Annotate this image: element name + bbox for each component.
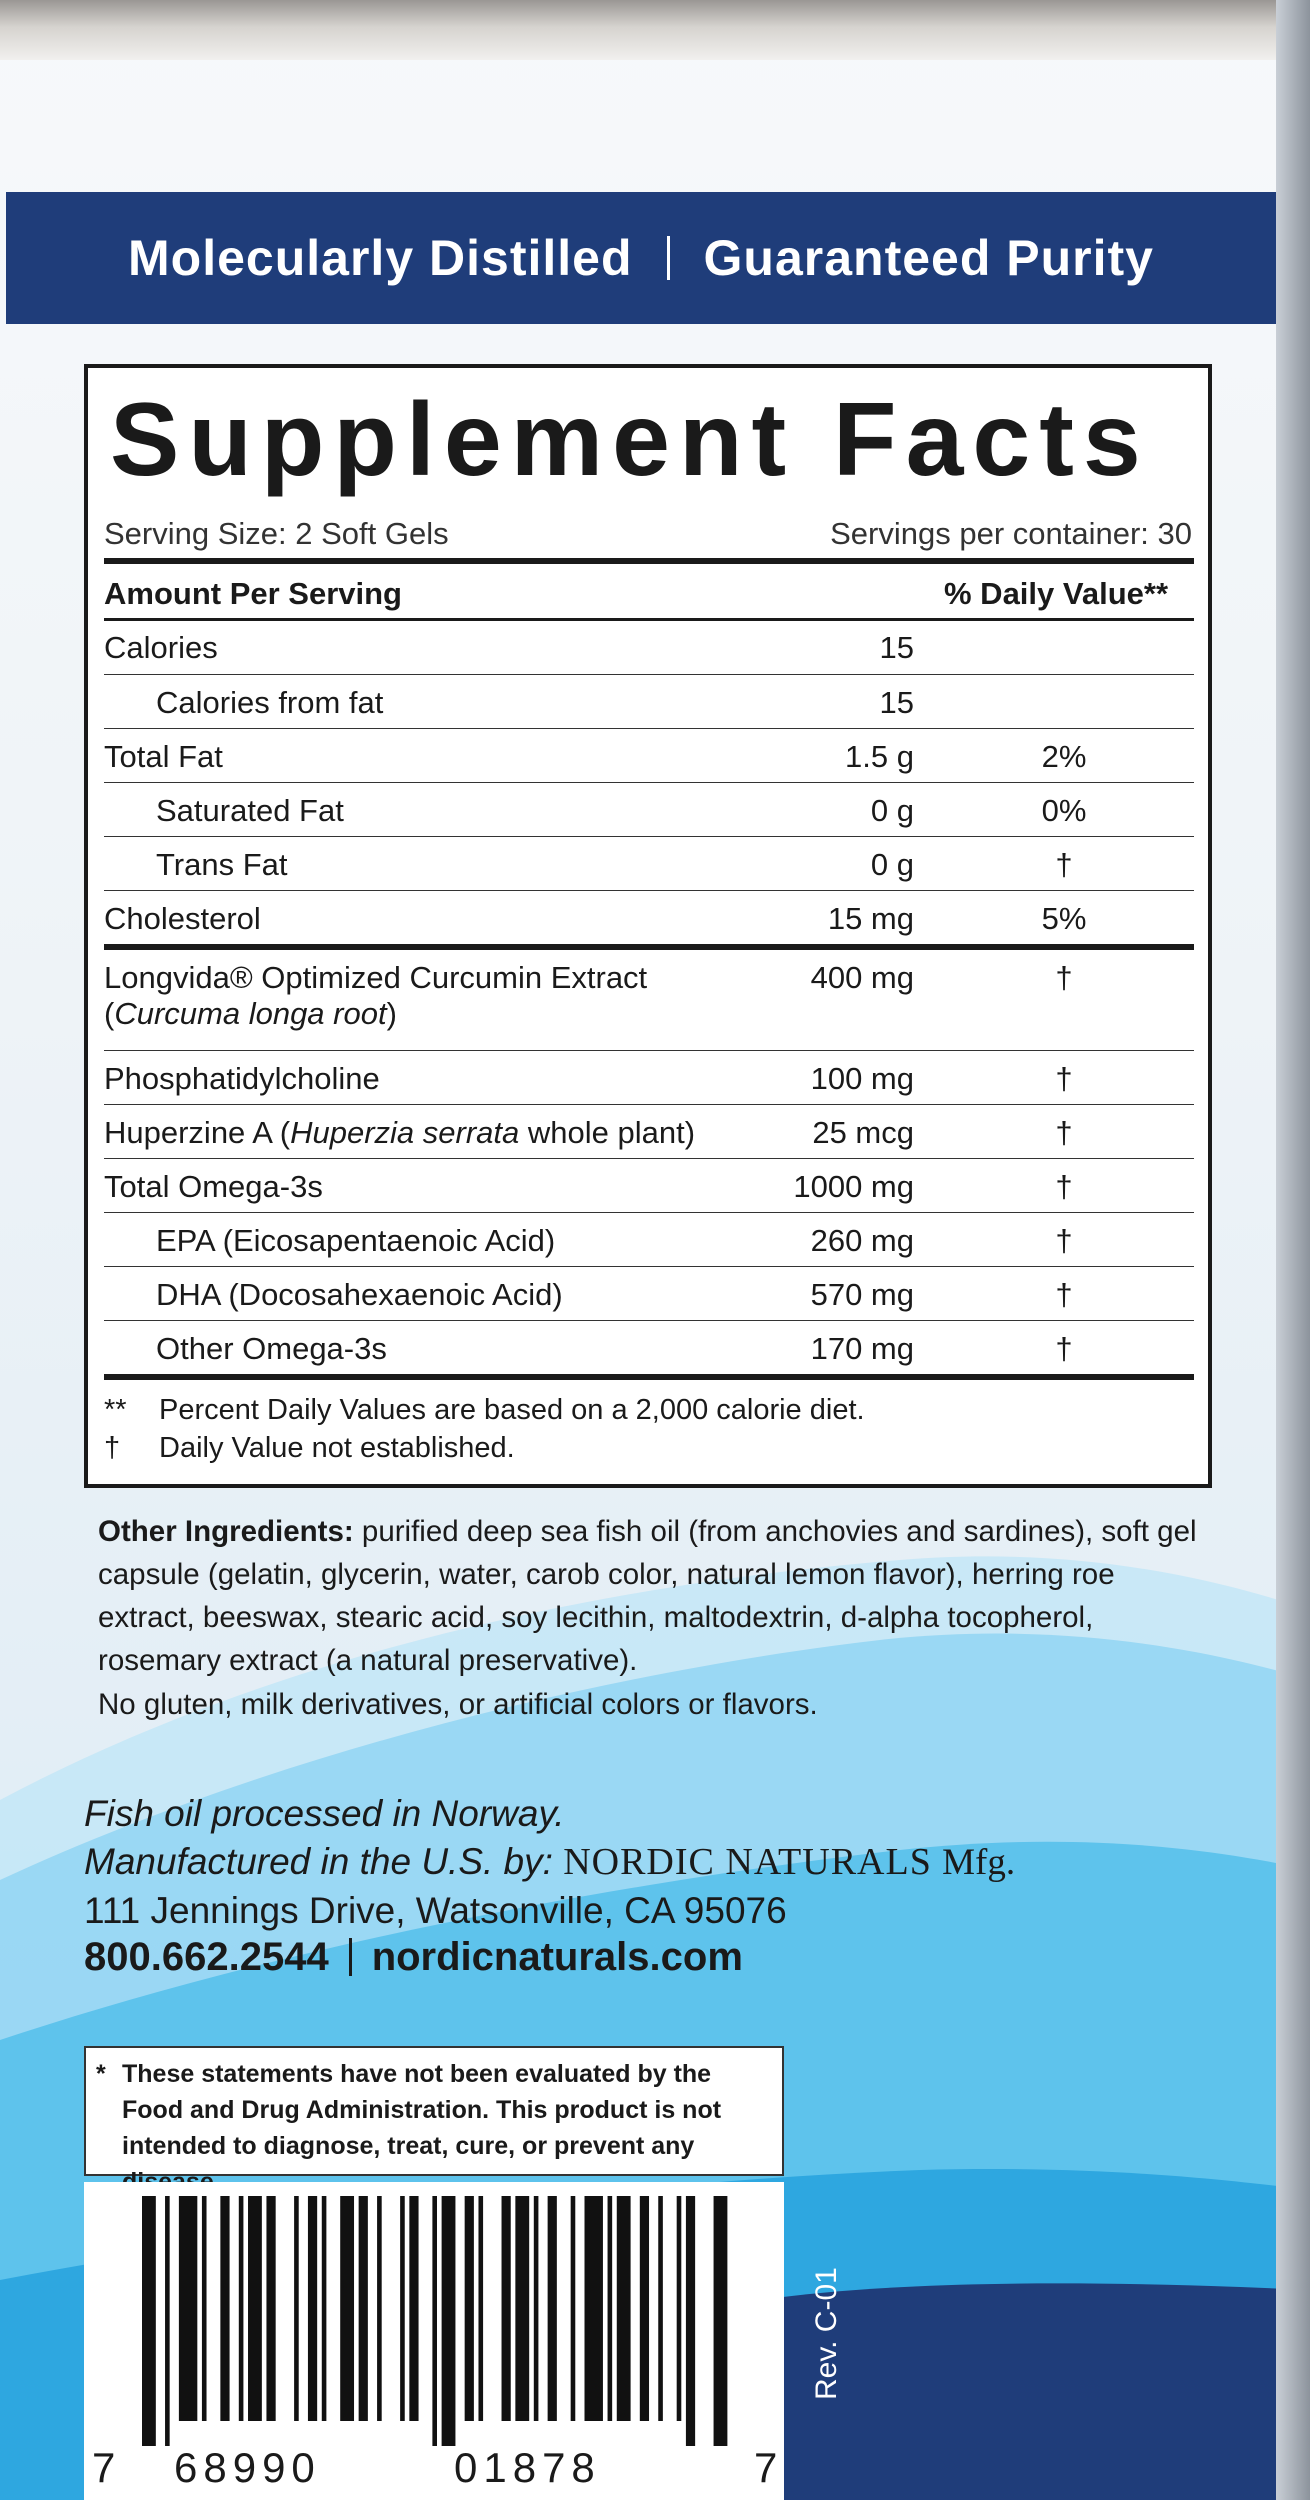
disclaimer-symbol: *	[96, 2060, 106, 2088]
barcode-bar	[640, 2196, 649, 2421]
barcode-bar	[142, 2196, 156, 2446]
row-name: Other Omega-3s	[156, 1331, 387, 1366]
row-name: Total Fat	[104, 739, 223, 774]
daily-value-header: % Daily Value**	[944, 576, 1169, 611]
row-name: Longvida® Optimized Curcumin Extract	[104, 960, 648, 995]
row-amount: 1000 mg	[793, 1169, 914, 1204]
row-amount: 570 mg	[810, 1277, 914, 1312]
facts-row-calories-from-fat	[104, 674, 1194, 728]
contact-divider	[349, 1938, 352, 1976]
barcode-digits	[84, 2444, 784, 2494]
barcode-bar	[534, 2196, 539, 2421]
row-amount: 260 mg	[810, 1223, 914, 1258]
barcode-bar	[686, 2196, 695, 2446]
facts-title: Supplement Facts	[110, 382, 1150, 498]
phone-number: 800.662.2544	[84, 1935, 329, 1979]
thick-rule	[104, 558, 1194, 564]
barcode-bar	[432, 2196, 437, 2446]
row-dv: †	[1055, 1115, 1073, 1150]
row-amount: 1.5 g	[845, 739, 914, 774]
row-dv: †	[1055, 1061, 1073, 1096]
barcode-bar	[677, 2196, 682, 2421]
barcode-bar	[585, 2196, 603, 2421]
facts-row-huperzine: Huperzine A (Huperzia serrata whole plant) 25 mcg †	[104, 1104, 1194, 1158]
banner-right-text: Guaranteed Purity	[703, 230, 1154, 286]
amount-per-serving-header: Amount Per Serving	[104, 576, 402, 611]
website: nordicnaturals.com	[371, 1935, 743, 1979]
brand-suffix: Mfg.	[942, 1842, 1016, 1883]
facts-row-total-fat	[104, 728, 1194, 782]
row-name-italic: Huperzia serrata	[290, 1115, 520, 1150]
brand-name: NORDIC NATURALS	[563, 1841, 932, 1883]
row-name: Cholesterol	[104, 901, 261, 936]
barcode-bar	[658, 2196, 663, 2421]
barcode-bar	[377, 2196, 382, 2421]
serving-size: Serving Size: 2 Soft Gels	[104, 516, 449, 551]
barcode-bar	[308, 2196, 317, 2421]
header-row	[104, 566, 1194, 620]
row-name: Trans Fat	[156, 847, 288, 882]
thick-rule-3	[104, 1374, 1194, 1380]
row-amount: 100 mg	[810, 1061, 914, 1096]
revision-code: Rev. C-01	[810, 2267, 843, 2400]
row-dv: †	[1055, 960, 1073, 995]
row-name: Saturated Fat	[156, 793, 344, 828]
facts-row-calories	[104, 620, 1194, 674]
row-name: Huperzine A	[104, 1115, 272, 1150]
barcode-bar	[239, 2196, 244, 2421]
manufacturer-info	[84, 1790, 1015, 1935]
facts-row-saturated-fat	[104, 782, 1194, 836]
allergen-free-statement: No gluten, milk derivatives, or artificial colors or flavors.	[98, 1688, 818, 1721]
row-amount: 400 mg	[810, 960, 914, 995]
row-name: Phosphatidylcholine	[104, 1061, 380, 1096]
barcode-bar	[202, 2196, 207, 2421]
row-dv: 0%	[1041, 793, 1087, 828]
row-amount: 0 g	[870, 793, 914, 828]
banner-divider	[667, 236, 670, 280]
row-name: DHA (Docosahexaenoic Acid)	[156, 1277, 563, 1312]
barcode-bar	[442, 2196, 456, 2446]
facts-row-cholesterol	[104, 890, 1194, 944]
facts-row-phosphatidylcholine	[104, 1050, 1194, 1104]
barcode-bar	[714, 2196, 728, 2446]
barcode-bar	[266, 2196, 275, 2421]
barcode-bar	[359, 2196, 368, 2421]
barcode-bar	[322, 2196, 327, 2421]
facts-row-epa	[104, 1212, 1194, 1266]
row-amount: 170 mg	[810, 1331, 914, 1366]
footnote-symbol: **	[104, 1394, 127, 1426]
barcode-bar	[294, 2196, 299, 2421]
barcode-bar	[340, 2196, 354, 2421]
row-dv: †	[1055, 1277, 1073, 1312]
row-amount: 15	[879, 685, 914, 720]
row-name: Total Omega-3s	[104, 1169, 323, 1204]
origin-line: Fish oil processed in Norway.	[84, 1793, 565, 1834]
barcode-bar	[465, 2196, 474, 2421]
row-amount: 15	[879, 630, 914, 665]
contact-line	[84, 1935, 743, 1980]
barcode-bar	[478, 2196, 483, 2421]
row-name: EPA (Eicosapentaenoic Acid)	[156, 1223, 556, 1258]
barcode-area	[84, 2182, 784, 2500]
row-dv: †	[1055, 847, 1073, 882]
facts-row-other-omega3	[104, 1320, 1194, 1374]
footnote-daily-values	[104, 1394, 865, 1427]
barcode-bar	[409, 2196, 418, 2421]
barcode-digit-group: 68990	[174, 2444, 321, 2491]
row-name: Calories from fat	[156, 685, 384, 720]
made-by-prefix: Manufactured in the U.S. by:	[84, 1841, 553, 1882]
facts-row-curcumin: Longvida® Optimized Curcumin Extract (Curcuma longa root) 400 mg †	[104, 950, 1194, 1050]
barcode-bar	[608, 2196, 613, 2421]
barcode-bar	[502, 2196, 511, 2421]
fda-disclaimer	[84, 2046, 784, 2176]
row-dv: 2%	[1041, 739, 1087, 774]
barcode-bar	[165, 2196, 170, 2446]
row-dv: †	[1055, 1169, 1073, 1204]
barcode-bar	[571, 2196, 576, 2421]
other-ingredients-text: purified deep sea fish oil (from anchovies and sardines), soft gel capsule (gelatin, glycerin, water, carob color, natural lemon flavor), herring roe extract, beeswax, stearic acid, soy lecithin, maltodextrin, d-alpha tocopherol, rosemary extract (a natural preservative).	[98, 1515, 1197, 1677]
row-name-suffix: whole plant)	[527, 1115, 696, 1150]
barcode-bar	[220, 2196, 229, 2421]
row-name-line2: Curcuma longa root	[114, 996, 387, 1031]
facts-row-dha	[104, 1266, 1194, 1320]
footnote-not-established	[104, 1432, 515, 1465]
row-dv: 5%	[1041, 901, 1087, 936]
row-amount: 15 mg	[827, 901, 914, 936]
barcode-digit-group: 01878	[454, 2444, 601, 2491]
facts-row-total-omega3	[104, 1158, 1194, 1212]
row-dv: †	[1055, 1223, 1073, 1258]
other-ingredients	[98, 1510, 1218, 1682]
row-amount: 0 g	[870, 847, 914, 882]
purity-banner	[6, 192, 1276, 324]
servings-per-container: Servings per container: 30	[830, 516, 1192, 551]
box-top-edge	[0, 0, 1310, 60]
barcode-image	[142, 2196, 732, 2446]
footnote-text: Daily Value not established.	[159, 1432, 515, 1464]
row-dv: †	[1055, 1331, 1073, 1366]
barcode-bar	[617, 2196, 631, 2421]
row-amount: 25 mcg	[812, 1115, 914, 1150]
disclaimer-text: These statements have not been evaluated by the Food and Drug Administration. This product is not intended to diagnose, treat, cure, or prevent any	[122, 2060, 722, 2160]
facts-row-trans-fat	[104, 836, 1194, 890]
barcode-bar	[400, 2196, 405, 2421]
barcode-digit-group: 7	[754, 2444, 778, 2491]
barcode-digit-group: 7	[92, 2444, 116, 2491]
row-name: Calories	[104, 630, 218, 665]
address-line: 111 Jennings Drive, Watsonville, CA 95076	[84, 1890, 787, 1931]
other-ingredients-label: Other Ingredients:	[98, 1515, 354, 1548]
barcode-bar	[179, 2196, 197, 2421]
banner-left-text: Molecularly Distilled	[128, 230, 633, 286]
barcode-bar	[248, 2196, 262, 2421]
footnote-symbol: †	[104, 1432, 121, 1464]
footnote-text: Percent Daily Values are based on a 2,000 calorie diet.	[159, 1394, 865, 1426]
barcode-bar	[515, 2196, 529, 2421]
barcode-bar	[548, 2196, 557, 2421]
supplement-facts-panel	[84, 364, 1212, 1488]
box-side-edge	[1276, 0, 1310, 2500]
